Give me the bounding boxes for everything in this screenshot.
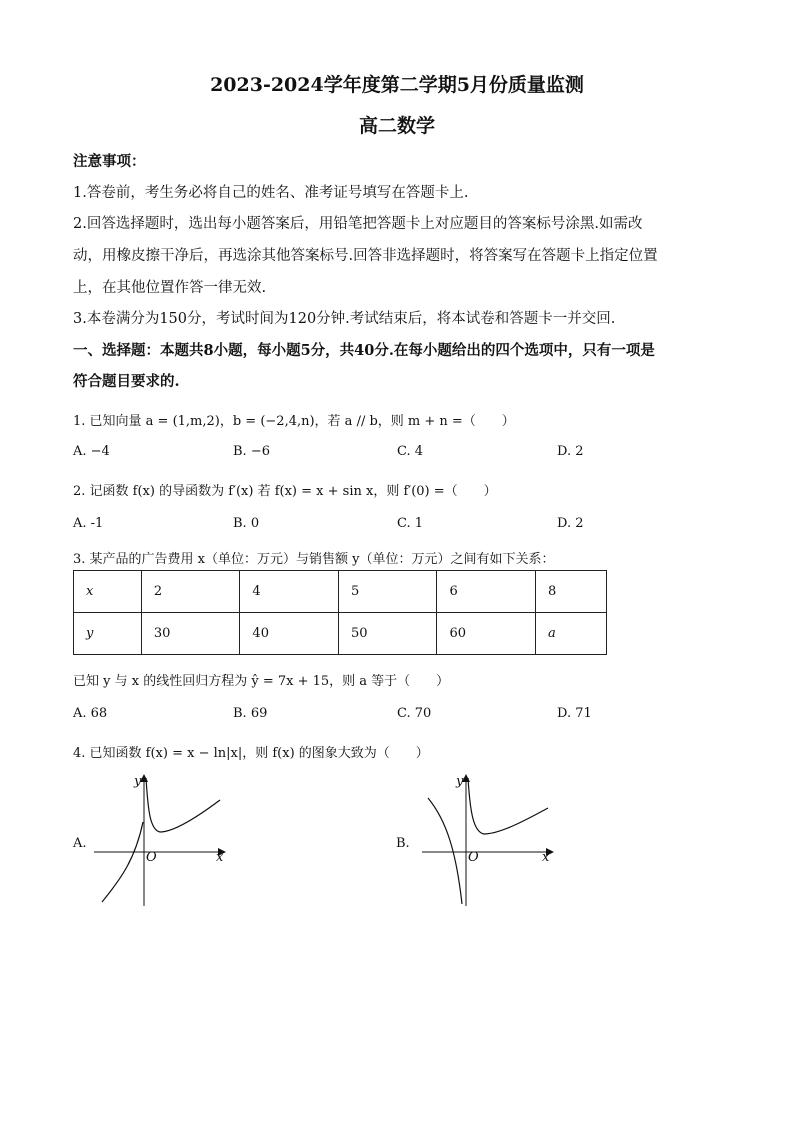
curve-right-branch — [146, 778, 220, 832]
q3-stem-2: 已知 y 与 x 的线性回归方程为 ŷ = 7x + 15，则 a 等于（ ） — [73, 674, 450, 689]
q1-option-b: B. −6 — [233, 444, 270, 459]
q3-option-c: C. 70 — [397, 706, 432, 721]
table-row — [74, 571, 607, 613]
q2-option-c: C. 1 — [397, 516, 424, 531]
section-heading-line-1: 一、选择题：本题共8小题，每小题5分，共40分.在每小题给出的四个选项中，只有一项是 — [73, 342, 655, 359]
q2-option-d: D. 2 — [557, 516, 584, 531]
q4-graph-a-y-label: y — [134, 774, 142, 789]
q3-stem: 3. 某产品的广告费用 x（单位：万元）与销售额 y（单位：万元）之间有如下关系： — [73, 552, 555, 567]
q4-graph-b-x-label: x — [542, 850, 550, 865]
notice-item-3: 3.本卷满分为150分，考试时间为120分钟.考试结束后，将本试卷和答题卡一并交回. — [73, 311, 616, 327]
table-cell: x — [74, 571, 142, 613]
q2-stem: 2. 记函数 f(x) 的导函数为 f′(x) 若 f(x) = x + sin x，则 f′(0) =（ ） — [73, 484, 497, 499]
q1-stem: 1. 已知向量 a = (1,m,2)，b = (−2,4,n)，若 a // b，则 m + n =（ ） — [73, 414, 515, 429]
section-heading-line-2: 符合题目要求的. — [73, 373, 180, 390]
table-cell: 2 — [141, 571, 240, 613]
q4-option-a-label: A. — [73, 836, 87, 851]
q3-data-table — [73, 570, 607, 655]
exam-title: 2023-2024学年度第二学期5月份质量监测 — [210, 74, 584, 96]
q4-graph-a-x-label: x — [216, 850, 224, 865]
table-cell: 40 — [240, 613, 339, 655]
curve-left-branch — [428, 798, 462, 904]
q1-option-a: A. −4 — [73, 444, 110, 459]
table-cell: 8 — [536, 571, 607, 613]
table-cell: y — [74, 613, 142, 655]
table-cell: 50 — [338, 613, 437, 655]
curve-left-branch — [102, 822, 143, 902]
table-cell: 30 — [141, 613, 240, 655]
notice-item-2-line-2: 动，用橡皮擦干净后，再选涂其他答案标号.回答非选择题时，将答案写在答题卡上指定位置 — [73, 248, 658, 264]
table-cell: 5 — [338, 571, 437, 613]
notice-heading: 注意事项： — [73, 153, 146, 170]
notice-item-2-line-3: 上，在其他位置作答一律无效. — [73, 280, 267, 296]
q1-option-d: D. 2 — [557, 444, 584, 459]
q2-option-b: B. 0 — [233, 516, 260, 531]
table-cell: 60 — [437, 613, 536, 655]
q4-stem: 4. 已知函数 f(x) = x − ln|x|，则 f(x) 的图象大致为（ ） — [73, 746, 429, 761]
notice-item-2-line-1: 2.回答选择题时，选出每小题答案后，用铅笔把答题卡上对应题目的答案标号涂黑.如需改 — [73, 216, 643, 232]
table-cell: 4 — [240, 571, 339, 613]
exam-subtitle: 高二数学 — [358, 115, 435, 137]
q3-option-d: D. 71 — [557, 706, 592, 721]
q1-option-c: C. 4 — [397, 444, 424, 459]
q2-option-a: A. -1 — [73, 516, 104, 531]
table-cell: 6 — [437, 571, 536, 613]
notice-item-1: 1.答卷前，考生务必将自己的姓名、准考证号填写在答题卡上. — [73, 185, 469, 201]
q4-graph-b-y-label: y — [456, 774, 464, 789]
q3-option-a: A. 68 — [73, 706, 108, 721]
q4-graph-b-origin: O — [468, 850, 479, 865]
q3-option-b: B. 69 — [233, 706, 268, 721]
q4-option-b-label: B. — [396, 836, 410, 851]
table-row — [74, 613, 607, 655]
curve-right-branch — [468, 778, 548, 834]
q4-graph-b — [418, 770, 558, 910]
q4-graph-a-origin: O — [146, 850, 157, 865]
q4-graph-a — [90, 770, 230, 910]
table-cell: a — [536, 613, 607, 655]
